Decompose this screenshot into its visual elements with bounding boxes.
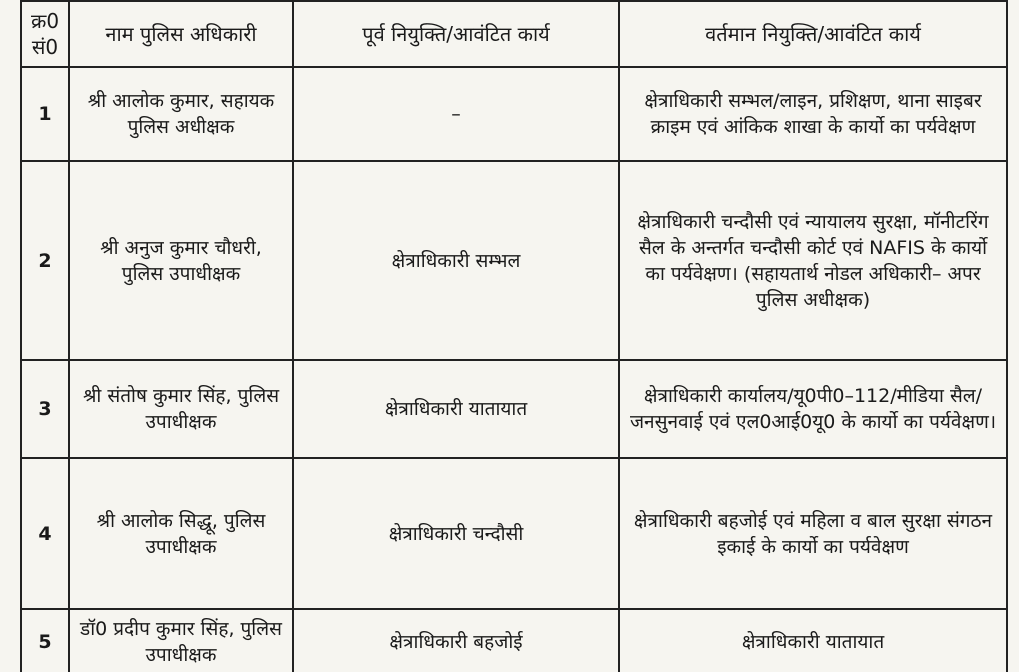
header-current-assignment: वर्तमान नियुक्ति/आवंटित कार्य <box>619 1 1007 67</box>
row-officer-name: श्री आलोक कुमार, सहायक पुलिस अधीक्षक <box>69 67 293 161</box>
row-serial: 4 <box>21 458 69 609</box>
row-officer-name: श्री आलोक सिद्धू, पुलिस उपाधीक्षक <box>69 458 293 609</box>
row-serial: 5 <box>21 609 69 672</box>
row-serial: 2 <box>21 161 69 360</box>
row-previous-assignment: क्षेत्राधिकारी चन्दौसी <box>293 458 619 609</box>
row-current-assignment: क्षेत्राधिकारी चन्दौसी एवं न्यायालय सुरक्षा, मॉनीटरिंग सैल के अन्तर्गत चन्दौसी कोर्ट एवं NAFIS के कार्यो का पर्यवेक्षण। (सहायतार्थ नोडल अधिकारी– अपर पुलिस अधीक्षक) <box>619 161 1007 360</box>
row-current-assignment: क्षेत्राधिकारी बहजोई एवं महिला व बाल सुरक्षा संगठन इकाई के कार्यो का पर्यवेक्षण <box>619 458 1007 609</box>
row-previous-assignment: – <box>293 67 619 161</box>
table-header-row <box>21 1 1007 67</box>
table-row <box>21 609 1007 672</box>
table-row <box>21 360 1007 458</box>
header-previous-assignment: पूर्व नियुक्ति/आवंटित कार्य <box>293 1 619 67</box>
table-row <box>21 458 1007 609</box>
officer-assignment-table <box>20 0 1008 672</box>
table-row <box>21 67 1007 161</box>
row-previous-assignment: क्षेत्राधिकारी सम्भल <box>293 161 619 360</box>
header-serial: क्र0 सं0 <box>21 1 69 67</box>
table-row <box>21 161 1007 360</box>
row-previous-assignment: क्षेत्राधिकारी यातायात <box>293 360 619 458</box>
row-officer-name: डॉ0 प्रदीप कुमार सिंह, पुलिस उपाधीक्षक <box>69 609 293 672</box>
row-current-assignment: क्षेत्राधिकारी कार्यालय/यू0पी0–112/मीडिया सैल/जनसुनवाई एवं एल0आई0यू0 के कार्यो का पर्यवेक्षण। <box>619 360 1007 458</box>
row-officer-name: श्री संतोष कुमार सिंह, पुलिस उपाधीक्षक <box>69 360 293 458</box>
row-serial: 1 <box>21 67 69 161</box>
row-current-assignment: क्षेत्राधिकारी सम्भल/लाइन, प्रशिक्षण, थाना साइबर क्राइम एवं आंकिक शाखा के कार्यो का पर्यवेक्षण <box>619 67 1007 161</box>
header-officer-name: नाम पुलिस अधिकारी <box>69 1 293 67</box>
row-officer-name: श्री अनुज कुमार चौधरी, पुलिस उपाधीक्षक <box>69 161 293 360</box>
row-previous-assignment: क्षेत्राधिकारी बहजोई <box>293 609 619 672</box>
row-current-assignment: क्षेत्राधिकारी यातायात <box>619 609 1007 672</box>
row-serial: 3 <box>21 360 69 458</box>
